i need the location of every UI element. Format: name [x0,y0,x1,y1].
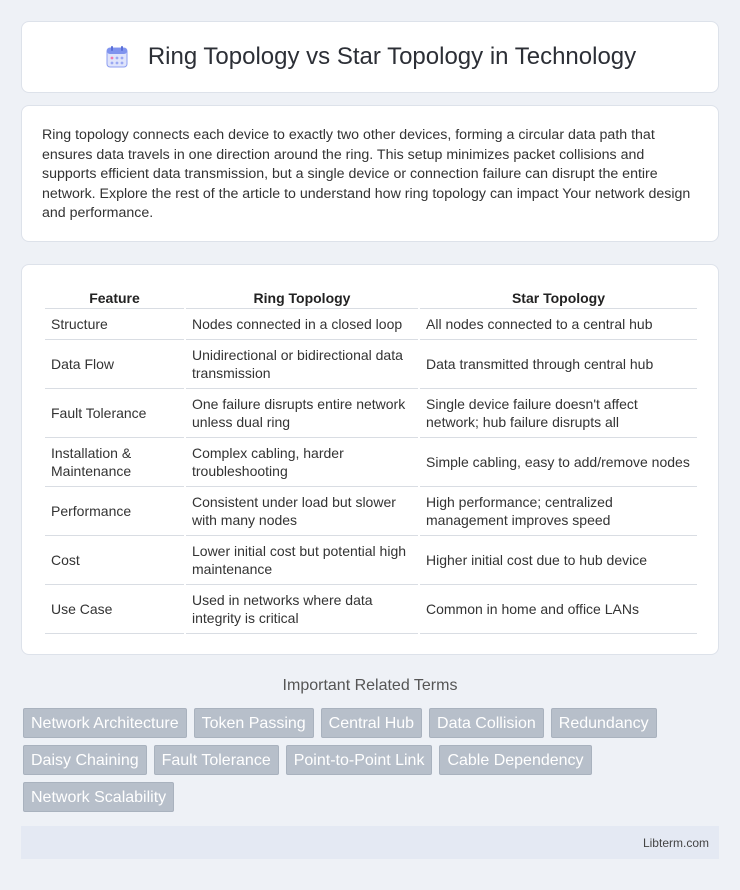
table-cell-ring: One failure disrupts entire network unless dual ring [186,389,418,438]
table-cell-star: High performance; centralized management improves speed [420,487,697,536]
footer-bar [21,826,719,859]
tag-central-hub[interactable]: Central Hub [321,708,422,738]
tag-redundancy[interactable]: Redundancy [551,708,657,738]
table-row [45,487,697,536]
table-cell-ring: Complex cabling, harder troubleshooting [186,438,418,487]
tag-network-scalability[interactable]: Network Scalability [23,782,174,812]
header-ring-topology: Ring Topology [186,285,418,309]
table-row [45,585,697,634]
table-cell-ring: Consistent under load but slower with many nodes [186,487,418,536]
page-title: Ring Topology vs Star Topology in Technology [147,43,637,70]
table-cell-ring: Used in networks where data integrity is critical [186,585,418,634]
table-cell-star: All nodes connected to a central hub [420,309,697,340]
table-cell-feature: Use Case [45,585,184,634]
comparison-table-card [21,264,719,655]
table-cell-star: Simple cabling, easy to add/remove nodes [420,438,697,487]
table-cell-star: Single device failure doesn't affect network; hub failure disrupts all [420,389,697,438]
footer-site-link[interactable]: Libterm.com [642,835,709,850]
table-row [45,309,697,340]
table-cell-star: Common in home and office LANs [420,585,697,634]
title-wrap [104,43,636,71]
table-cell-star: Higher initial cost due to hub device [420,536,697,585]
header-card [21,21,719,93]
related-terms-tags [23,708,703,812]
table-cell-feature: Installation & Maintenance [45,438,184,487]
table-cell-star: Data transmitted through central hub [420,340,697,389]
tag-cable-dependency[interactable]: Cable Dependency [439,745,591,775]
table-row [45,438,697,487]
intro-paragraph: Ring topology connects each device to exactly two other devices, forming a circular data path that ensures data travels in one direction around the ring. This setup minimizes packet collisions and supports efficient data transmission, but a single device or connection failure can disrupt the entire network. Explore the rest of the article to understand how ring topology can impact Your network design and performance. [42,127,691,222]
header-star-topology: Star Topology [420,285,697,309]
table-cell-feature: Fault Tolerance [45,389,184,438]
comparison-table [43,285,699,634]
table-header-row [45,285,697,309]
table-row [45,536,697,585]
table-cell-ring: Unidirectional or bidirectional data transmission [186,340,418,389]
table-row [45,340,697,389]
tag-fault-tolerance[interactable]: Fault Tolerance [154,745,279,775]
table-cell-feature: Data Flow [45,340,184,389]
tag-point-to-point-link[interactable]: Point-to-Point Link [286,745,433,775]
table-cell-feature: Performance [45,487,184,536]
table-cell-ring: Nodes connected in a closed loop [186,309,418,340]
tag-data-collision[interactable]: Data Collision [429,708,544,738]
calendar-icon [104,44,130,70]
intro-card [21,105,719,242]
tag-daisy-chaining[interactable]: Daisy Chaining [23,745,147,775]
tag-network-architecture[interactable]: Network Architecture [23,708,187,738]
related-terms-heading: Important Related Terms [282,677,458,694]
tag-token-passing[interactable]: Token Passing [194,708,314,738]
table-cell-ring: Lower initial cost but potential high maintenance [186,536,418,585]
header-feature: Feature [45,285,184,309]
table-cell-feature: Cost [45,536,184,585]
table-row [45,389,697,438]
table-cell-feature: Structure [45,309,184,340]
